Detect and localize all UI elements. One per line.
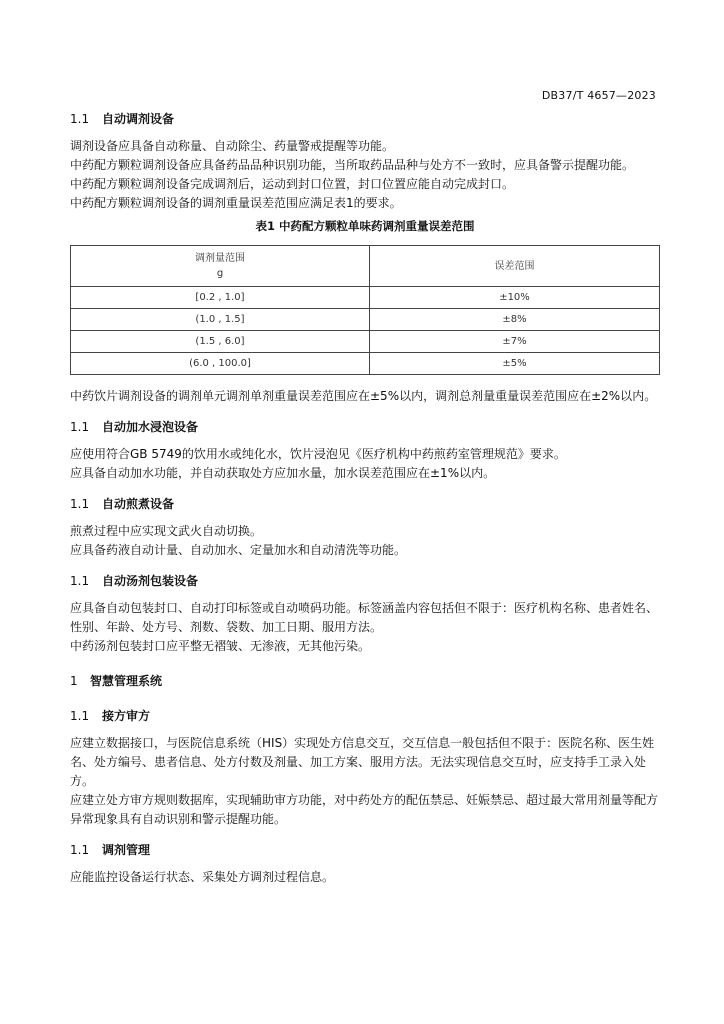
section-title: 调剂管理 xyxy=(102,843,151,857)
table-cell-range: (6.0 , 100.0] xyxy=(71,353,370,375)
paragraph: 应使用符合GB 5749的饮用水或纯化水，饮片浸泡见《医疗机构中药煎药室管理规范》要求。 xyxy=(70,447,566,461)
paragraph: 中药汤剂包装封口应平整无褶皱、无渗液，无其他污染。 xyxy=(70,639,371,653)
table-row xyxy=(71,331,660,353)
error-range-table xyxy=(70,245,660,375)
section-heading-dispensing-management xyxy=(70,841,660,860)
section-number: 1.1 xyxy=(70,709,90,723)
section-heading-water-soaking xyxy=(70,418,660,437)
paragraph: 应具备自动包装封口、自动打印标签或自动喷码功能。标签涵盖内容包括但不限于：医疗机构名称、患者姓名、性别、年龄、处方号、剂数、袋数、加工日期、服用方法。 xyxy=(70,601,659,634)
section-number: 1.1 xyxy=(70,420,90,434)
section-heading-packaging xyxy=(70,572,660,591)
section-heading-automatic-dispensing xyxy=(70,110,660,129)
table-cell-range: (1.5 , 6.0] xyxy=(71,331,370,353)
paragraph: 应建立数据接口，与医院信息系统（HIS）实现处方信息交互，交互信息一般包括但不限于：医院名称、医生姓名、处方编号、患者信息、处方付数及剂量、加工方案、服用方法。无法实现信息交互时，应支持手工录入处方。 xyxy=(70,736,655,788)
paragraph: 中药配方颗粒调剂设备的调剂重量误差范围应满足表1的要求。 xyxy=(70,196,402,210)
section-number: 1.1 xyxy=(70,112,90,126)
table-caption: 表1 中药配方颗粒单味药调剂重量误差范围 xyxy=(255,219,475,233)
document-body xyxy=(70,110,660,887)
paragraph: 应建立处方审方规则数据库，实现辅助审方功能，对中药处方的配伍禁忌、妊娠禁忌、超过最大常用剂量等配方异常现象具有自动识别和警示提醒功能。 xyxy=(70,793,659,826)
paragraph: 应具备自动加水功能，并自动获取处方应加水量，加水误差范围应在±1%以内。 xyxy=(70,466,496,480)
table-row xyxy=(71,309,660,331)
table-cell-error: ±7% xyxy=(370,331,660,353)
paragraph: 中药饮片调剂设备的调剂单元调剂单剂重量误差范围应在±5%以内，调剂总剂量重量误差范围应在±2%以内。 xyxy=(70,389,657,403)
paragraph: 应能监控设备运行状态、采集处方调剂过程信息。 xyxy=(70,870,335,884)
table-cell-error: ±5% xyxy=(370,353,660,375)
table-cell-range: (1.0 , 1.5] xyxy=(71,309,370,331)
section-title: 自动调剂设备 xyxy=(102,112,175,126)
section-heading-decoction xyxy=(70,495,660,514)
section-title: 智慧管理系统 xyxy=(90,674,163,688)
paragraph: 调剂设备应具备自动称量、自动除尘、药量警戒提醒等功能。 xyxy=(70,139,395,153)
table-cell-error: ±10% xyxy=(370,287,660,309)
table-row xyxy=(71,287,660,309)
section-number: 1.1 xyxy=(70,497,90,511)
table-cell-range: [0.2 , 1.0] xyxy=(71,287,370,309)
paragraph: 中药配方颗粒调剂设备完成调剂后，运动到封口位置，封口位置应能自动完成封口。 xyxy=(70,177,515,191)
header-label: 调剂量范围 xyxy=(195,253,245,264)
section-heading-smart-management xyxy=(70,672,660,691)
header-unit: g xyxy=(216,268,224,279)
section-title: 自动汤剂包装设备 xyxy=(102,574,199,588)
paragraph: 应具备药液自动计量、自动加水、定量加水和自动清洗等功能。 xyxy=(70,543,407,557)
table-header-dose-range xyxy=(71,246,370,287)
section-title: 接方审方 xyxy=(102,709,151,723)
table-cell-error: ±8% xyxy=(370,309,660,331)
section-number: 1 xyxy=(70,674,78,688)
section-heading-prescription-review xyxy=(70,707,660,726)
section-number: 1.1 xyxy=(70,843,90,857)
table-row xyxy=(71,353,660,375)
paragraph: 煎煮过程中应实现文武火自动切换。 xyxy=(70,524,263,538)
table-header-error-range: 误差范围 xyxy=(370,246,660,287)
table-header-row xyxy=(71,246,660,287)
section-number: 1.1 xyxy=(70,574,90,588)
document-standard-number: DB37/T 4657—2023 xyxy=(541,89,656,102)
section-title: 自动加水浸泡设备 xyxy=(102,420,199,434)
paragraph: 中药配方颗粒调剂设备应具备药品品种识别功能，当所取药品品种与处方不一致时，应具备警示提醒功能。 xyxy=(70,158,635,172)
section-title: 自动煎煮设备 xyxy=(102,497,175,511)
